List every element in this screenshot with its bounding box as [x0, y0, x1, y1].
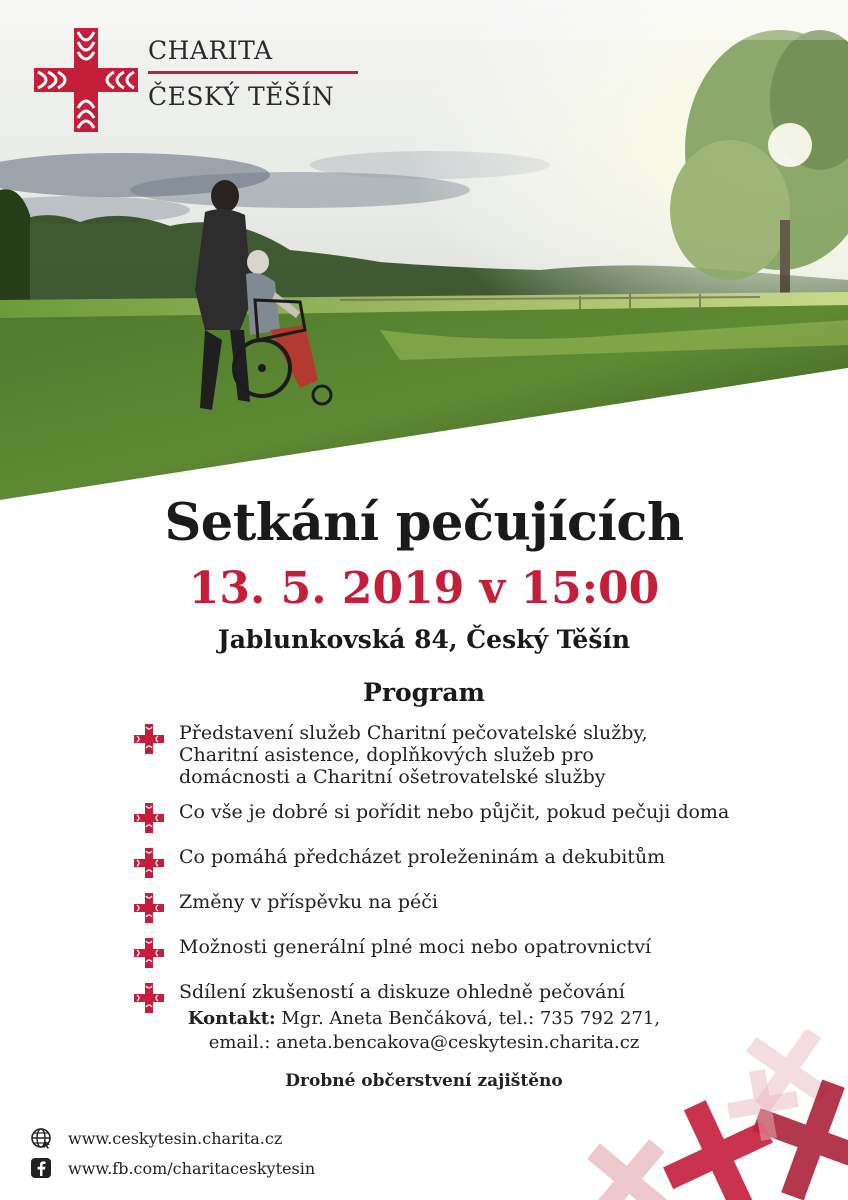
event-place: Jablunkovská 84, Český Těšín [217, 625, 631, 654]
web-link[interactable]: www.ceskytesin.charita.cz [68, 1128, 283, 1148]
list-item [134, 891, 784, 923]
contact-name-phone: Mgr. Aneta Benčáková, tel.: 735 792 271, [275, 1008, 661, 1029]
charita-cross-bullet-icon [134, 848, 164, 878]
charita-cross-bullet-icon [134, 893, 164, 923]
program-heading: Program [363, 678, 485, 707]
event-title: Setkání pečujících [164, 493, 684, 553]
footer-facebook [30, 1157, 315, 1179]
program-item-text: Co vše je dobré si pořídit nebo půjčit, pokud pečuji doma [179, 801, 730, 823]
contact-label: Kontakt: [187, 1008, 276, 1029]
program-item-text: Sdílení zkušeností a diskuze ohledně pečování [179, 981, 625, 1003]
footer-web [30, 1127, 282, 1149]
program-list [134, 722, 784, 1026]
charita-logo [34, 28, 358, 132]
contact-email[interactable]: email.: aneta.bencakova@ceskytesin.charita.cz [208, 1032, 640, 1053]
refreshments-note: Drobné občerstvení zajištěno [285, 1071, 563, 1091]
globe-icon [30, 1127, 52, 1149]
program-item-text: Co pomáhá předcházet proleženinám a dekubitům [179, 846, 666, 868]
decorative-crosses [558, 1030, 848, 1200]
charita-cross-bullet-icon [134, 938, 164, 968]
facebook-link[interactable]: www.fb.com/charitaceskytesin [68, 1158, 316, 1178]
program-item-text: Představení služeb Charitní pečovatelské služby, Charitní asistence, doplňkových služeb pro domácnosti a Charitní ošetrovatelské služby [179, 722, 648, 788]
charita-cross-bullet-icon [134, 803, 164, 833]
program-item-text: Možnosti generální plné moci nebo opatrovnictví [179, 936, 652, 958]
program-item-text: Změny v příspěvku na péči [179, 891, 438, 913]
facebook-icon [30, 1157, 52, 1179]
event-date: 13. 5. 2019 v 15:00 [188, 563, 660, 614]
logo-name: CHARITA [148, 36, 273, 65]
list-item [134, 722, 784, 788]
charita-cross-icon [34, 28, 138, 132]
contact-line-1 [0, 1007, 848, 1031]
logo-location: ČESKÝ TĚŠÍN [148, 82, 335, 111]
list-item [134, 846, 784, 878]
list-item [134, 801, 784, 833]
logo-divider [148, 71, 358, 74]
list-item [134, 936, 784, 968]
charita-cross-bullet-icon [134, 724, 164, 754]
